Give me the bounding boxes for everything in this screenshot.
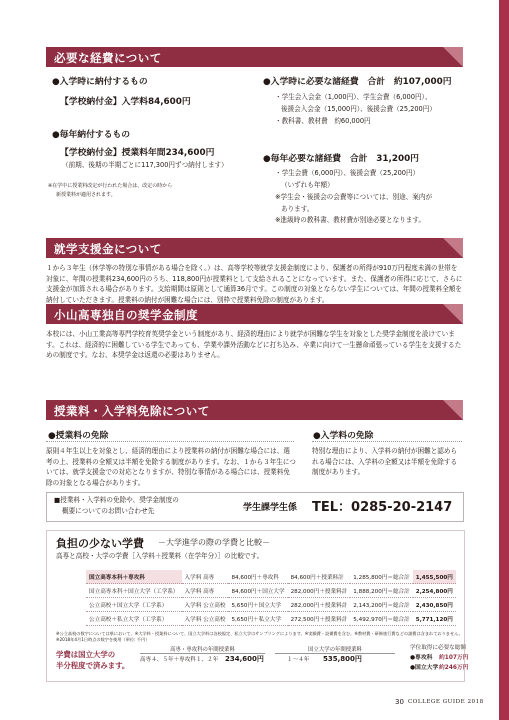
- comparison-cell-d: 1,285,800円＝総合計: [350, 570, 412, 584]
- university-tuition-header: 国立大学の年間授業料: [275, 645, 395, 654]
- comparison-row: [86, 584, 456, 598]
- contact-phone[interactable]: TEL：0285-20-2147: [312, 500, 453, 515]
- comparison-cell-c: 282,000円＋授業料計: [288, 598, 351, 612]
- college-tuition-header: 高専・専攻科の年間授業料: [140, 645, 265, 654]
- enroll-payment-heading: ●入学時に納付するもの: [52, 77, 148, 87]
- enroll-expense-line: 後援会入会金（15,000円）、後援会費（25,200円）: [281, 105, 436, 113]
- summary-line: 学費は国立大学の: [56, 650, 116, 659]
- section-header-exemption: [46, 400, 463, 420]
- section-title: 授業料・入学料免除について: [54, 404, 210, 418]
- comparison-cell-route: 公立高校＋私立大学（工学系）: [86, 612, 182, 626]
- comparison-cell-b: 84,600円＋国立大学: [228, 584, 287, 598]
- comparison-cell-c: 272,500円＋授業料計: [288, 612, 351, 626]
- comparison-cell-d: 2,143,200円＝総合計: [350, 598, 412, 612]
- degree-total-heading: 学位取得に必要な総額: [410, 645, 466, 651]
- comparison-cell-e: 5,771,120円: [413, 612, 456, 626]
- college-tuition-label: 高専４、５年＋専攻科１、２年: [140, 657, 219, 663]
- comparison-cell-a: 入学料 公立高校: [182, 612, 229, 626]
- annual-payment-heading: ●毎年納付するもの: [52, 130, 131, 140]
- comparison-cell-a: 入学料 高専: [182, 570, 229, 584]
- entrance-exemption-body: 特別な理由により、入学料の納付が困難と認められる場合には、入学料の全額又は半額を免除する制度があります。: [312, 447, 458, 476]
- comparison-cell-a: 入学料 高専: [182, 584, 229, 598]
- comparison-cell-a: 入学料 公立高校: [182, 598, 229, 612]
- section-title: 小山高専独自の奨学金制度: [54, 308, 198, 322]
- contact-department: 学生課学生係: [243, 503, 298, 513]
- section-title: 必要な経費について: [54, 51, 162, 65]
- entrance-exemption-heading: ●入学料の免除: [313, 431, 374, 441]
- section-header-scholarship: [46, 304, 463, 324]
- revision-note-1: ※在学中に授業料改定が行われた場合は、改定の時から: [48, 183, 173, 189]
- annual-expenses-heading: ●毎年必要な諸経費 合計 31,200円: [263, 154, 419, 164]
- page-number: 30: [395, 698, 404, 706]
- degree-total-value: 約107万円: [439, 655, 469, 661]
- comparison-cell-e: 2,254,800円: [413, 584, 456, 598]
- enroll-expense-line: ・学生会入会金（1,000円）、学生会費（6,000円）、: [275, 93, 432, 101]
- support-body: １から３年生（休学等の特別な事情がある場合を除く。）は、高等学校等就学支援金制度により、保護者の所得が910万円程度未満の世帯を対象に、年間の授業料234,600円のうち、118,800円が授業料として支給されることになっています。また、保護者の所得に応じて、さらに支援金が加算される場合があります。支給期間は原則として通算36月です。この制度の対象とならない学生については、年間の授業料全額を納付していただきます。授業料の納付が困難な場合には、別枠で授業料免除の制度があります。: [46, 264, 463, 304]
- comparison-cell-c: 84,600円＋授業料計: [288, 570, 351, 584]
- comparison-cell-d: 5,492,970円＝総合計: [350, 612, 412, 626]
- divider: [46, 441, 294, 442]
- enroll-fee: 【学校納付金】入学料84,600円: [60, 97, 191, 107]
- comparison-lead: 高専と高校・大学の学費［入学料＋授業料（在学年分）］の比較です。: [56, 552, 264, 560]
- revision-note-2: 新授業料が適用されます。: [56, 192, 116, 198]
- comparison-table: [86, 570, 456, 626]
- comparison-row: [86, 570, 456, 584]
- annual-expense-line: あります。: [281, 205, 314, 213]
- section-header-support: [46, 238, 463, 258]
- annual-expense-line: （いずれも年額）: [281, 181, 334, 189]
- contact-note: ■授業料・入学料の免除や、奨学金制度の: [54, 496, 179, 504]
- university-tuition-value: 535,800円: [323, 655, 362, 663]
- comparison-title: 負担の少ない学費: [56, 537, 144, 550]
- contact-note: 概要についてのお問い合わせ先: [62, 507, 155, 515]
- comparison-footnote: ※公立高校の数字については県において、※大学料・授業料について、国立大学料は各校規定、私立大学はサンプリングによります。※実験費・設備費を含む。※教材費・研修旅行費などの諸費は含まれておりません。: [56, 631, 463, 636]
- section-header-expenses: [46, 47, 463, 67]
- section-title: 就学支援金について: [54, 242, 162, 256]
- comparison-footnote: ※2018年4月1日時点の数字を使用（単位: 千円）: [56, 637, 150, 642]
- scholarship-body: 本校には、小山工業高等専門学校育英奨学金という制度があり、経済的理由により就学が困難な学生を対象とした奨学金制度を設けています。これは、経済的に困難している学生であっても、学業や課外活動などに打ち込み、卒業に向けて一生懸命頑張っている学生を支援するための制度です。なお、本奨学金は返還の必要はありません。: [46, 330, 462, 359]
- comparison-row: [86, 598, 456, 612]
- summary-line: 半分程度で済みます。: [56, 661, 130, 670]
- guide-label: COLLEGE GUIDE 2018: [408, 699, 484, 705]
- college-tuition-value: 234,600円: [225, 655, 264, 663]
- comparison-cell-b: 84,600円＋専攻科: [228, 570, 287, 584]
- annual-expense-line: ※学生会・後援会の会費等については、別途、案内が: [275, 193, 433, 201]
- degree-total-label: ●国立大学: [410, 665, 439, 671]
- annual-expense-line: ※進級時の教科書、教材費が別途必要となります。: [275, 216, 426, 224]
- comparison-cell-b: 5,650円＋国立大学: [228, 598, 287, 612]
- annual-expense-line: ・学生会費（6,000円）、後援会費（25,200円）: [275, 169, 420, 177]
- page-edge-stripe: [499, 0, 509, 720]
- annual-fee: 【学校納付金】授業料年間234,600円: [60, 148, 215, 158]
- university-tuition-label: １〜４年: [287, 657, 310, 663]
- annual-fee-note: （前期、後期の半期ごとに117,300円ずつ納付します）: [62, 161, 228, 169]
- enroll-expenses-heading: ●入学時に必要な諸経費 合計 約107,000円: [263, 77, 452, 87]
- degree-total-label: ●専攻科: [410, 655, 433, 661]
- tuition-exemption-heading: ●授業料の免除: [48, 431, 109, 441]
- comparison-cell-b: 5,650円＋私立大学: [228, 612, 287, 626]
- comparison-cell-route: 国立高専本科＋専攻科: [86, 570, 182, 584]
- enroll-expense-line: ・教科書、教材費 約60,000円: [275, 117, 371, 125]
- divider: [312, 441, 462, 442]
- comparison-cell-e: 1,455,500円: [413, 570, 456, 584]
- comparison-row: [86, 612, 456, 626]
- tuition-exemption-body: 原則４年生以上を対象とし、経済的理由により授業料の納付が困難な場合には、選考の上、授業料の全額又は半額を免除する制度があります。なお、１から３年生については、就学支援金での対応となりますが、特別な事情がある場合には、授業料免除の対象となる場合があります。: [46, 447, 296, 487]
- comparison-subtitle: －大学進学の際の学費と比較－: [158, 538, 270, 547]
- comparison-cell-route: 国立高専本科＋国立大学（工学系）: [86, 584, 182, 598]
- comparison-cell-route: 公立高校＋国立大学（工学系）: [86, 598, 182, 612]
- comparison-cell-c: 282,000円＋授業料計: [288, 584, 351, 598]
- comparison-cell-d: 1,888,200円＝総合計: [350, 584, 412, 598]
- comparison-cell-e: 2,430,850円: [413, 598, 456, 612]
- degree-total-value: 約246万円: [439, 665, 469, 671]
